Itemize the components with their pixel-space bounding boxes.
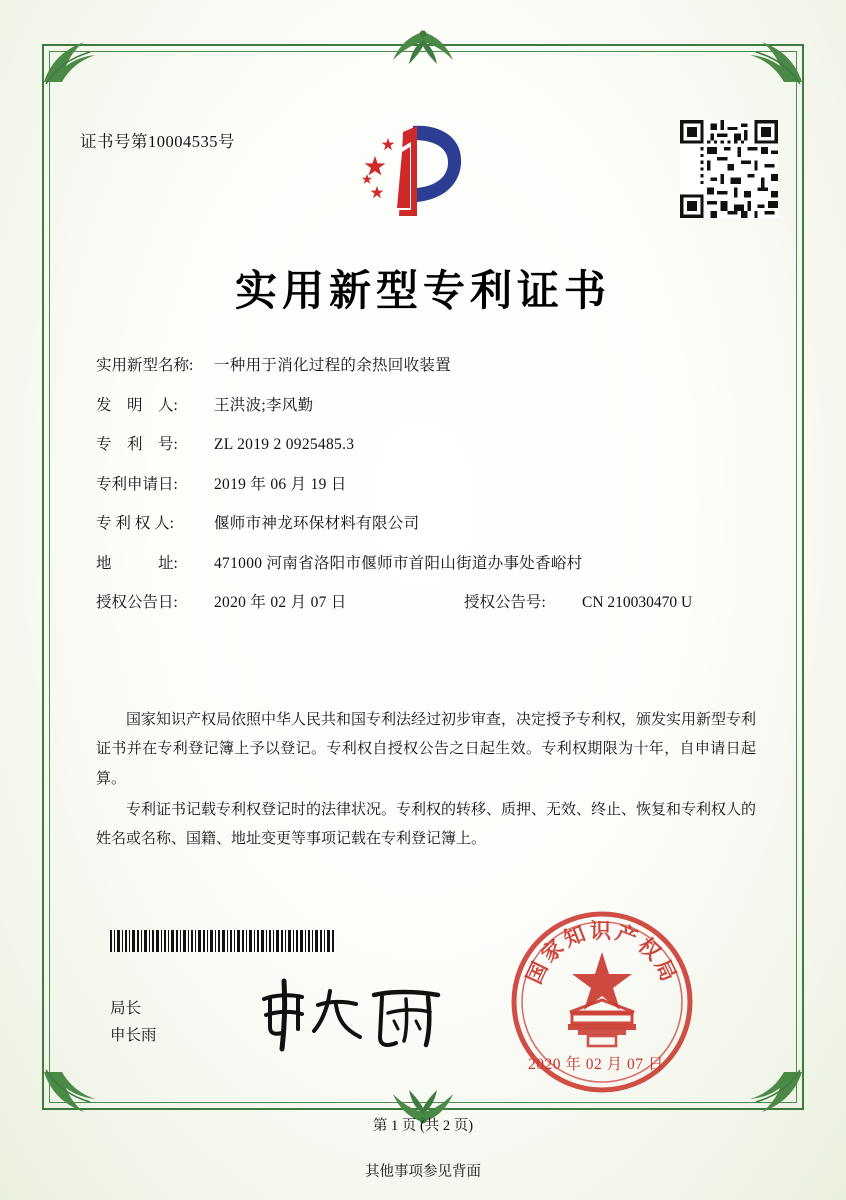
field-value: 471000 河南省洛阳市偃师市首阳山街道办事处香峪村 <box>214 554 583 572</box>
certificate-number: 证书号第10004535号 <box>80 132 235 151</box>
field-value-grant-date: 2020 年 02 月 07 日 <box>214 594 347 611</box>
field-row-patentee <box>96 516 756 532</box>
seal-date: 2020 年 02 月 07 日 <box>528 1056 664 1073</box>
field-label: 专 利 号: <box>96 436 178 453</box>
field-label-grant-date: 授权公告日: <box>96 594 178 611</box>
field-label-grant-number: 授权公告号: <box>464 594 546 611</box>
field-value: 偃师市神龙环保材料有限公司 <box>214 515 420 532</box>
patent-field-list <box>96 358 756 635</box>
field-value-grant-number: CN 210030470 U <box>582 594 693 611</box>
field-row-grant-announcement <box>96 595 756 611</box>
page-title: 实用新型专利证书 <box>234 266 611 315</box>
director-name-label: 申长雨 <box>110 1027 157 1045</box>
field-row-patent-number <box>96 437 756 453</box>
field-label: 发 明 人: <box>96 396 178 414</box>
field-row-application-date <box>96 477 756 493</box>
field-label: 实用新型名称: <box>96 357 194 374</box>
director-title-label: 局长 <box>110 1000 142 1017</box>
field-value: 2019 年 06 月 19 日 <box>214 475 347 493</box>
legal-text-block <box>96 706 756 856</box>
legal-paragraph-2: 专利证书记载专利权登记时的法律状况。专利权的转移、质押、无效、终止、恢复和专利权人的姓名或名称、国籍、地址变更等事项记载在专利登记簿上。 <box>96 801 757 847</box>
back-side-note: 其他事项参见背面 <box>365 1164 481 1180</box>
field-value: 王洪波;李风勤 <box>214 396 314 414</box>
legal-paragraph-1: 国家知识产权局依照中华人民共和国专利法经过初步审查，决定授予专利权，颁发实用新型专利证书并在专利登记簿上予以登记。专利权自授权公告之日起生效。专利权期限为十年，自申请日起算。 <box>96 712 757 787</box>
page-number: 第 1 页 (共 2 页) <box>372 1118 474 1134</box>
handwritten-signature <box>252 975 452 1055</box>
signature-labels <box>110 995 157 1049</box>
field-value: ZL 2019 2 0925485.3 <box>214 436 355 453</box>
field-value: 一种用于消化过程的余热回收装置 <box>214 357 452 374</box>
cnipa-logo-icon <box>355 118 475 230</box>
field-label: 专利申请日: <box>96 475 178 493</box>
field-row-inventor <box>96 398 756 414</box>
field-label: 专 利 权 人: <box>96 515 174 532</box>
top-ornament-icon <box>353 26 493 70</box>
svg-text:国家知识产权局: 国家知识产权局 <box>520 918 684 988</box>
field-row-utility-model-name <box>96 358 756 374</box>
qr-code <box>680 120 778 218</box>
field-row-address <box>96 556 756 572</box>
field-label: 地 址: <box>96 554 178 572</box>
barcode <box>110 930 335 952</box>
